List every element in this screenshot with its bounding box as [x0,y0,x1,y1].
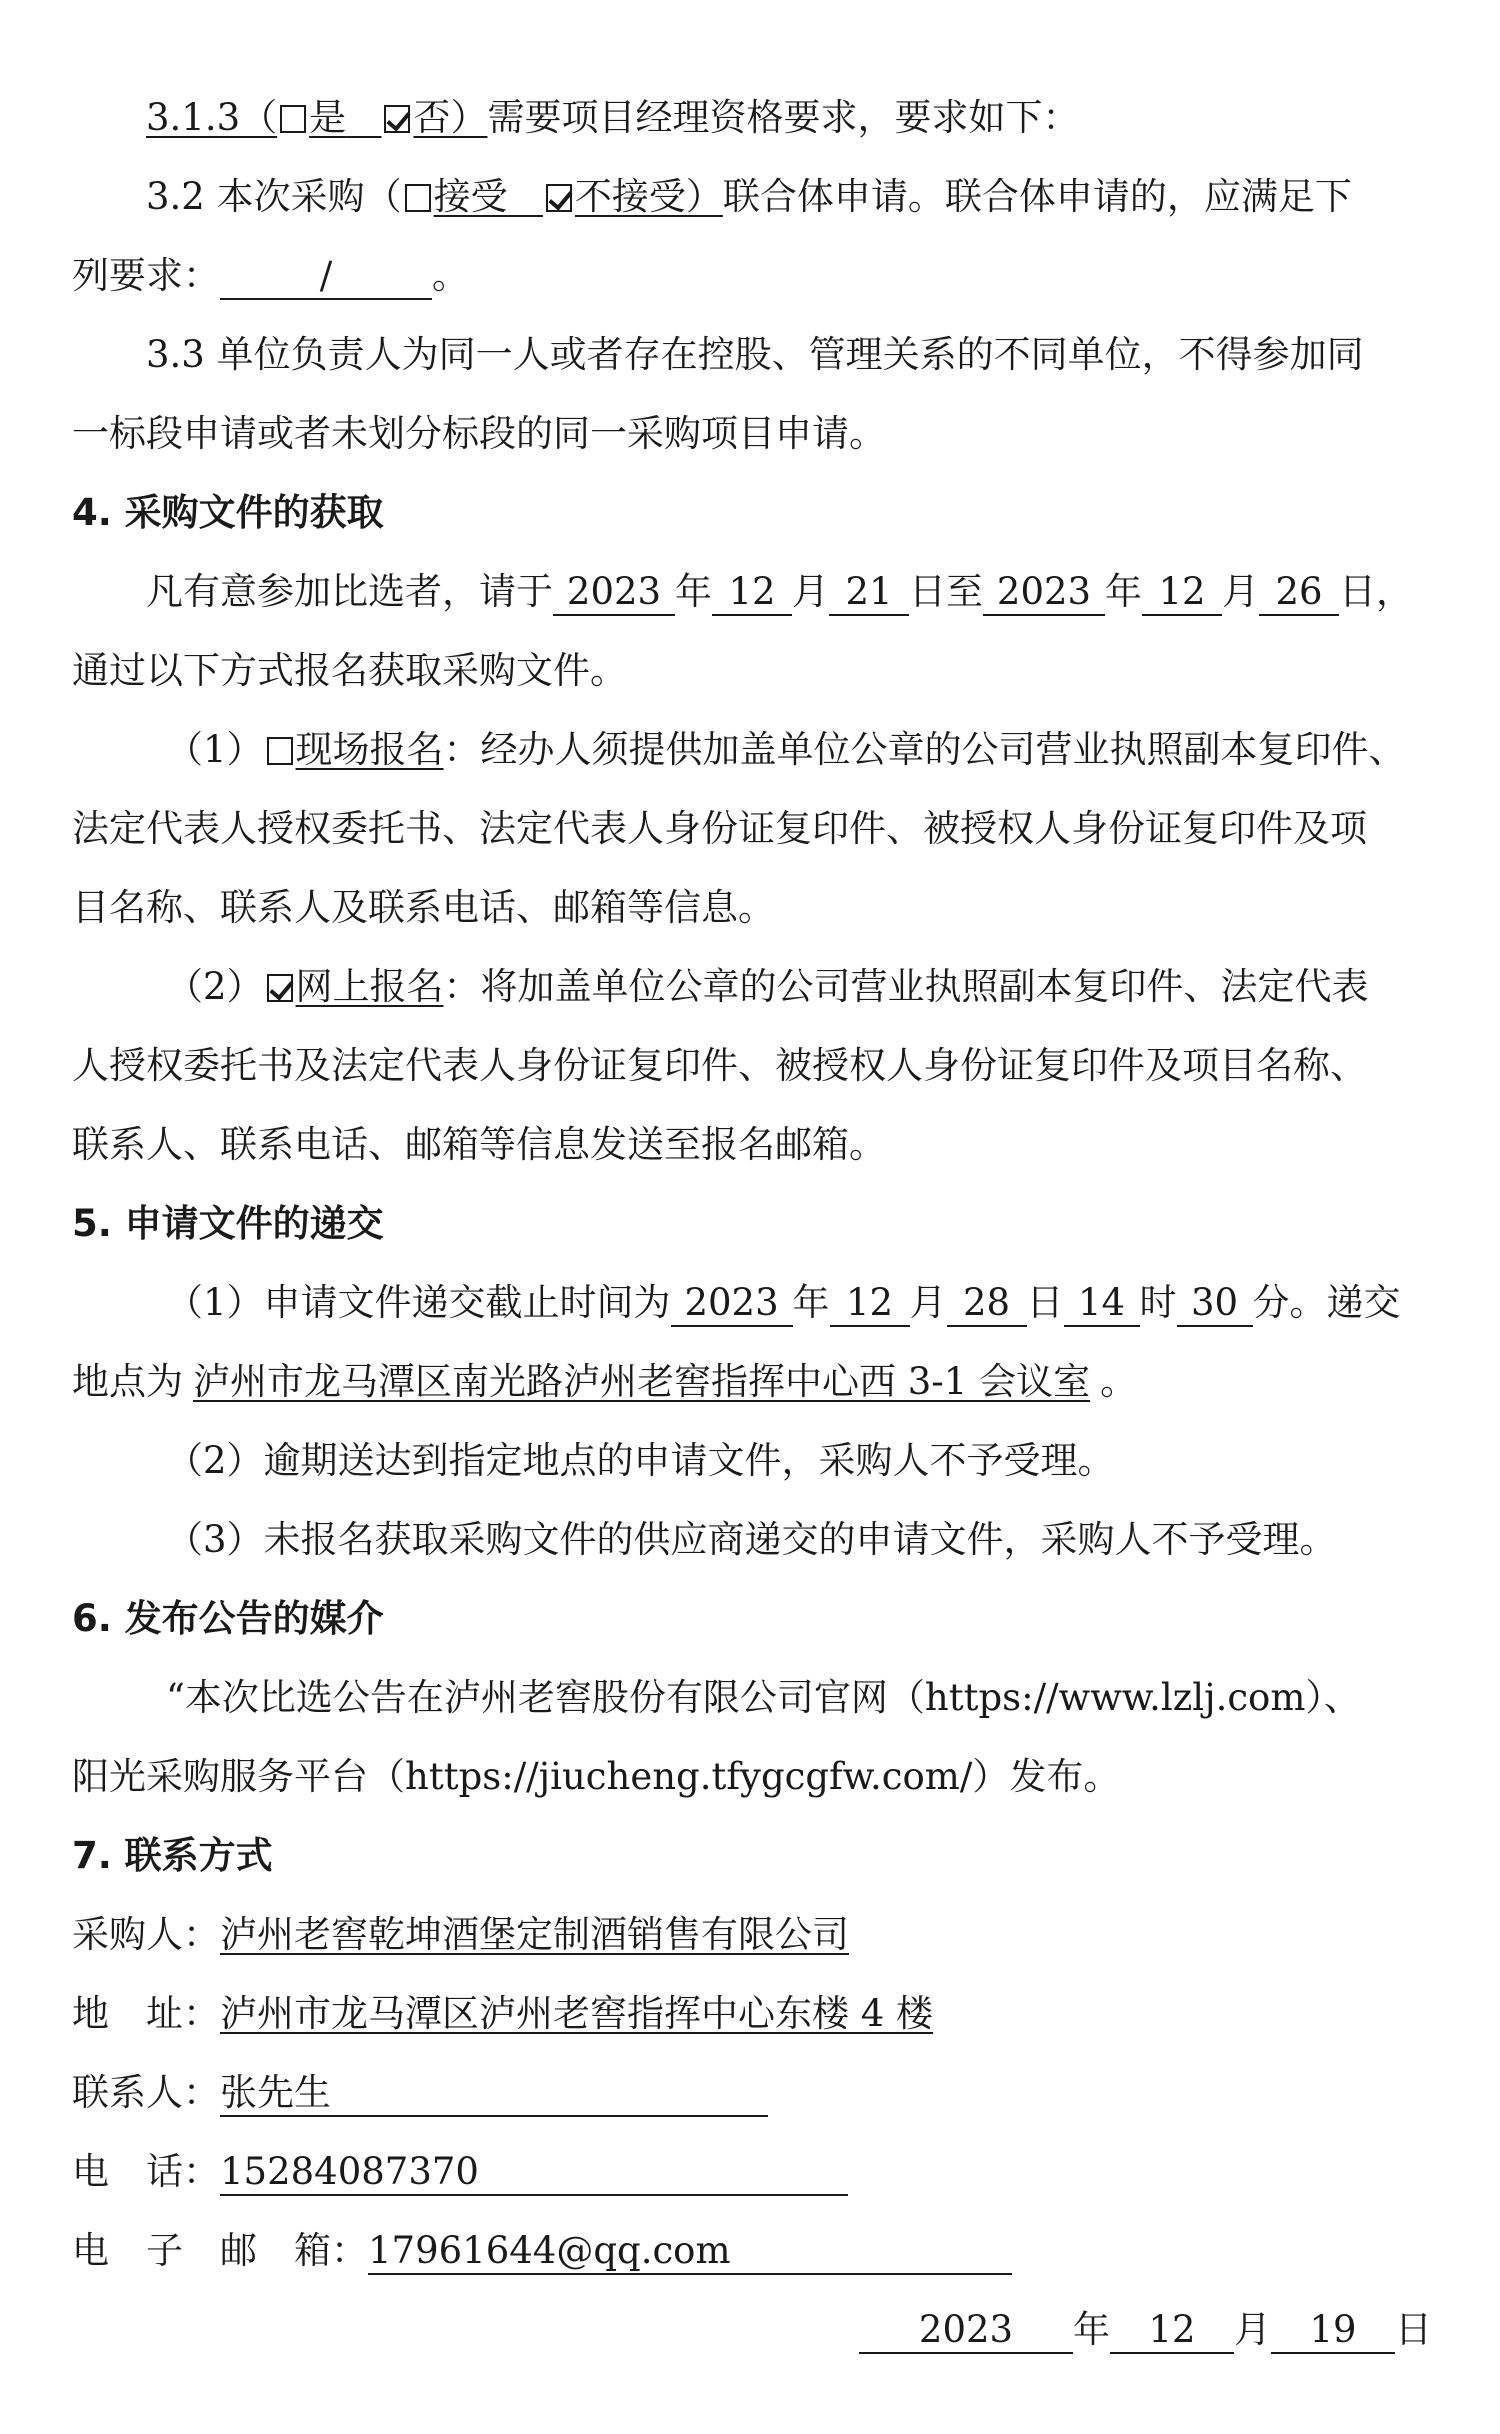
buyer-label: 采购人： [72,1913,220,1956]
place-label: 地点为 [72,1360,183,1403]
date-year: 2023 [859,2308,1073,2354]
day-char: 日 [1026,1281,1064,1324]
date-day-char: 日 [1395,2308,1432,2351]
option-online-text: ：将加盖单位公章的公司营业执照副本复印件、法定代表 [443,965,1369,1008]
section-4-period-line2: 通过以下方式报名获取采购文件。 [72,649,627,692]
date-year-char: 年 [1073,2308,1110,2351]
clause-3-1-3-text: 需要项目经理资格要求，要求如下： [487,96,1080,139]
option-onsite-line3: 目名称、联系人及联系电话、邮箱等信息。 [72,886,775,929]
option-online [166,957,1432,1017]
requirements-end: 。 [432,254,469,297]
option-onsite-label: 现场报名 [295,728,444,771]
date-month-char: 月 [1234,2308,1271,2351]
option-online-line3: 联系人、联系电话、邮箱等信息发送至报名邮箱。 [72,1123,886,1166]
checkbox-onsite-icon [267,737,293,765]
date-day: 19 [1271,2308,1395,2354]
email-value: 17961644@qq.com [368,2229,1012,2275]
clause-3-2-line2 [72,246,1432,306]
signature-date [72,2300,1432,2360]
checkbox-yes-icon [280,105,306,133]
checkbox-accept-icon [405,184,431,212]
clause-3-2 [146,167,1432,227]
section-6-heading: 6. 发布公告的媒介 [72,1597,384,1640]
unregistered-submission: （3）未报名获取采购文件的供应商递交的申请文件，采购人不予受理。 [166,1518,1337,1561]
section-4-heading: 4. 采购文件的获取 [72,491,384,534]
submission-place [72,1352,1432,1412]
clause-3-2-options [402,175,723,218]
requirements-label: 列要求： [72,254,220,297]
address-value: 泸州市龙马潭区泸州老窖指挥中心东楼 4 楼 [220,1992,934,2035]
requirements-blank: / [220,254,432,300]
start-month: 12 [712,570,792,616]
deadline [166,1273,1432,1333]
option-onsite-line2: 法定代表人授权委托书、法定代表人身份证复印件、被授权人身份证复印件及项 [72,807,1367,850]
media-line2: 阳光采购服务平台（https://jiucheng.tfygcgfw.com/）发布。 [72,1755,1121,1798]
clause-3-3-line1: 3.3 单位负责人为同一人或者存在控股、管理关系的不同单位，不得参加同 [146,333,1364,376]
end-char: 日， [1339,570,1413,613]
person-label: 联系人： [72,2071,220,2114]
year-char: 年 [1105,570,1142,613]
option-online-mark [264,965,444,1008]
deadline-year: 2023 [671,1281,793,1327]
hour-char: 时 [1139,1281,1177,1324]
option-onsite-text: ：经办人须提供加盖单位公章的公司营业执照副本复印件、 [443,728,1406,771]
contact-email [72,2221,1432,2281]
deadline-day: 28 [947,1281,1027,1327]
section-7-heading: 7. 联系方式 [72,1834,273,1877]
contact-address [72,1984,1432,2044]
phone-value: 15284087370 [220,2150,848,2196]
to-char: 日至 [909,570,983,613]
phone-label: 电 话： [72,2150,220,2193]
start-year: 2023 [553,570,675,616]
section-4-period [146,562,1432,622]
month-char: 月 [909,1281,947,1324]
contact-phone [72,2142,1432,2202]
deadline-hour: 14 [1064,1281,1140,1327]
option-no-label: 否） [413,96,488,139]
clause-3-3-line2: 一标段申请或者未划分标段的同一采购项目申请。 [72,412,886,455]
option-reject-label: 不接受） [574,175,723,218]
end-day: 26 [1259,570,1339,616]
contact-buyer [72,1905,1432,1965]
option-online-line2: 人授权委托书及法定代表人身份证复印件、被授权人身份证复印件及项目名称、 [72,1044,1367,1087]
buyer-value: 泸州老窖乾坤酒堡定制酒销售有限公司 [220,1913,849,1956]
deadline-month: 12 [830,1281,910,1327]
media-line1: “本次比选公告在泸州老窖股份有限公司官网（https://www.lzlj.com）、 [166,1676,1361,1719]
option-accept-label: 接受 [433,175,508,218]
period-intro: 凡有意参加比选者，请于 [146,570,553,613]
checkbox-reject-checked-icon [546,184,572,212]
option-online-label: 网上报名 [295,965,444,1008]
checkbox-no-checked-icon [384,105,410,133]
year-char: 年 [792,1281,830,1324]
option-onsite [166,720,1432,780]
place-value: 泸州市龙马潭区南光路泸州老窖指挥中心西 3-1 会议室 [193,1360,1091,1403]
clause-3-1-3 [146,88,1432,148]
email-label: 电 子 邮 箱： [72,2229,368,2272]
deadline-intro: （1）申请文件递交截止时间为 [166,1281,671,1324]
deadline-minute: 30 [1177,1281,1253,1327]
start-day: 21 [829,570,909,616]
year-char: 年 [675,570,712,613]
clause-3-1-3-prefix: 3.1.3（ [146,96,278,139]
end-month: 12 [1142,570,1222,616]
option-onsite-number: （1） [166,728,264,771]
option-online-number: （2） [166,965,264,1008]
month-char: 月 [1222,570,1259,613]
clause-3-2-prefix: 3.2 本次采购（ [146,175,402,218]
checkbox-online-checked-icon [267,974,293,1002]
option-onsite-mark [264,728,444,771]
late-submission: （2）逾期送达到指定地点的申请文件，采购人不予受理。 [166,1439,1115,1482]
address-label: 地 址： [72,1992,220,2035]
clause-3-1-3-options [146,96,487,139]
minute-char: 分。递交 [1252,1281,1401,1324]
month-char: 月 [792,570,829,613]
end-year: 2023 [983,570,1105,616]
place-end: 。 [1100,1360,1138,1403]
clause-3-2-text: 联合体申请。联合体申请的，应满足下 [722,175,1352,218]
contact-person [72,2063,1432,2123]
date-month: 12 [1110,2308,1234,2354]
person-value: 张先生 [220,2071,768,2117]
option-yes-label: 是 [309,96,347,139]
section-5-heading: 5. 申请文件的递交 [72,1202,384,1245]
